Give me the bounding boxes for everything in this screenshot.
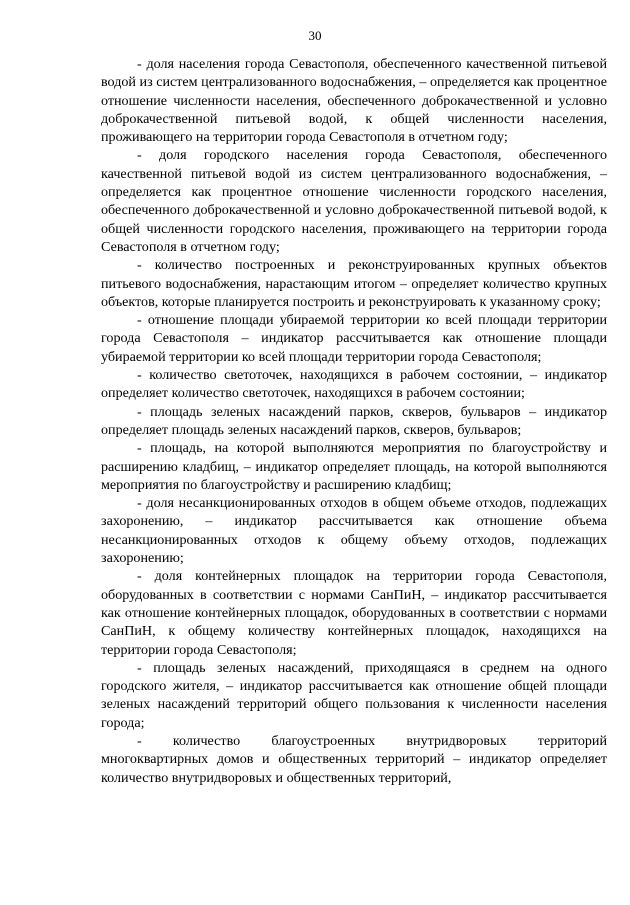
page-number: 30 (308, 28, 322, 43)
paragraph-urban-drinking-water-share: - доля городского населения города Севастополя, обеспеченного качественной питьевой водой из систем централизованного водоснабжения, – определяется как процентное отношение численности городского населения, обеспеченного доброкачественной и условно доброкачественной питьевой водой, к общей численности городского населения, проживающего на территории города Севастополя в отчетном году; (101, 147, 607, 255)
paragraph-drinking-water-share: - доля населения города Севастополя, обеспеченного качественной питьевой водой из систем централизованного водоснабжения, – определяется как процентное отношение численности населения, обеспеченного доброкачественной и условно доброкачественной питьевой водой, к общей численности населения, проживающего на территории города Севастополя в отчетном году; (101, 56, 607, 146)
paragraph-park-green-area: - площадь зеленых насаждений парков, скверов, бульваров – индикатор определяет площадь зеленых насаждений парков, скверов, бульваров; (101, 403, 607, 438)
body-text (101, 55, 607, 787)
paragraph-container-sites-share: - доля контейнерных площадок на территории города Севастополя, оборудованных в соответствии с нормами СанПиН, – индикатор рассчитывается как отношение контейнерных площадок, оборудованных в соответствии с нормами СанПиН, к общему количеству контейнерных площадок, находящихся на территории города Севастополя; (101, 568, 607, 658)
paragraph-unauthorized-waste-share: - доля несанкционированных отходов в общем объеме отходов, подлежащих захоронению, – индикатор рассчитывается как отношение объема несанкционированных отходов к общему объему отходов, подлежащих захоронению; (101, 495, 607, 567)
paragraph-improved-territories: - количество благоустроенных внутридворовых территорий многоквартирных домов и общественных территорий – индикатор определяет количество внутридворовых и общественных территорий, (101, 732, 607, 786)
paragraph-water-supply-objects: - количество построенных и реконструированных крупных объектов питьевого водоснабжения, нарастающим итогом – определяет количество крупных объектов, которые планируется построить и реконструировать к указанному сроку; (101, 257, 607, 310)
paragraph-cemetery-area: - площадь, на которой выполняются мероприятия по благоустройству и расширению кладбищ, – индикатор определяет площадь, на которой выполняются мероприятия по благоустройству и расширению кладбищ; (101, 440, 607, 493)
paragraph-light-points: - количество светоточек, находящихся в рабочем состоянии, – индикатор определяет количество светоточек, находящихся в рабочем состоянии; (101, 367, 607, 402)
paragraph-cleaned-area-ratio: - отношение площади убираемой территории ко всей площади территории города Севастополя – индикатор рассчитывается как отношение площади убираемой территории ко всей площади территории города Севастополя; (101, 312, 607, 365)
paragraph-green-area-per-resident: - площадь зеленых насаждений, приходящаяся в среднем на одного городского жителя, – индикатор рассчитывается как отношение общей площади зеленых насаждений территорий общего пользования к численности населения города; (101, 659, 607, 731)
